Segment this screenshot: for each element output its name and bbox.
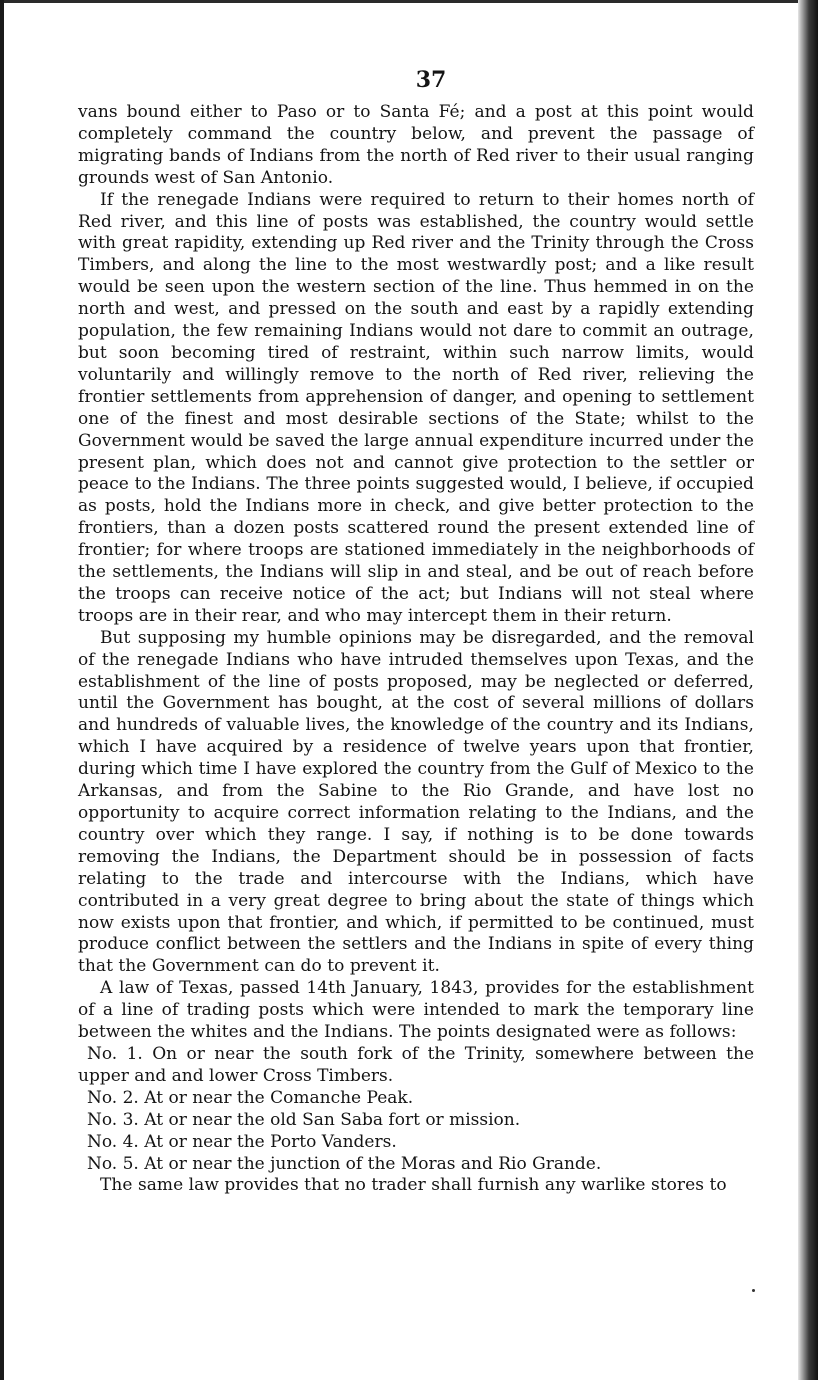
list-item: No. 4. At or near the Porto Vanders. [87, 1131, 397, 1152]
list-item: No. 5. At or near the junction of the Moras and Rio Grande. [87, 1153, 602, 1174]
paragraph-humble-opinions: But supposing my humble opinions may be disregarded, and the removal of the renegade Indians who have intruded themselves upon Texas, and the establishment of the line of posts proposed, may be neglected or deferred, until the Government has bought, at the cost of several millions of dollars and hundreds of valuable lives, the knowledge of the country and its Indians, which I have acquired by a residence of twelve years upon that frontier, during which time I have explored the country from the Gulf of Mexico to the Arkansas, and from the Sabine to the Rio Grande, and have lost no opportunity to acquire correct information relating to the Indians, and the country over which they range. I say, if nothing is to be done towards removing the Indians, the Department should be in possession of facts relating to the trade and intercourse with the Indians, which have contributed in a very great degree to bring about the state of things which now exists upon that frontier, and which, if permitted to be continued, must produce conflict between the settlers and the Indians in spite of every thing that the Government can do to prevent it. [78, 627, 754, 977]
scan-edge-right [798, 0, 818, 1380]
scan-edge-left [0, 0, 4, 1380]
paragraph-continuation: vans bound either to Paso or to Santa Fé; and a post at this point would completely command the country below, and prevent the passage of migrating bands of Indians from the north of Red river to their usual ranging grounds west of San Antonio. [78, 102, 754, 188]
list-item: No. 3. At or near the old San Saba fort or mission. [87, 1109, 521, 1130]
paragraph-same-law: The same law provides that no trader shall furnish any warlike stores to [100, 1175, 727, 1196]
trading-posts-list [78, 1044, 754, 1175]
ink-speck [752, 1289, 755, 1292]
scan-edge-top [0, 0, 818, 3]
list-item: No. 2. At or near the Comanche Peak. [87, 1087, 414, 1108]
document-page [78, 58, 754, 1197]
list-item: No. 1. On or near the south fork of the Trinity, somewhere between the upper and and lower Cross Timbers. [78, 1043, 754, 1086]
page-number: 37 [415, 67, 447, 93]
paragraph-law-of-texas: A law of Texas, passed 14th January, 1843, provides for the establishment of a line of trading posts which were intended to mark the temporary line between the whites and the Indians. The points designated were as follows: [78, 978, 754, 1043]
paragraph-renegade-indians: If the renegade Indians were required to return to their homes north of Red river, and this line of posts was established, the country would settle with great rapidity, extending up Red river and the Trinity through the Cross Timbers, and along the line to the most westwardly post; and a like result would be seen upon the western section of the line. Thus hemmed in on the north and west, and pressed on the south and east by a rapidly extending population, the few remaining Indians would not dare to commit an outrage, but soon becoming tired of restraint, within such narrow limits, would voluntarily and willingly remove to the north of Red river, relieving the frontier settlements from apprehension of danger, and opening to settlement one of the finest and most desirable sections of the State; whilst to the Government would be saved the large annual expenditure incurred under the present plan, which does not and cannot give protection to the settler or peace to the Indians. The three points suggested would, I believe, if occupied as posts, hold the Indians more in check, and give better protection to the frontiers, than a dozen posts scattered round the present extended line of frontier; for where troops are stationed immediately in the neighborhoods of the settlements, the Indians will slip in and steal, and be out of reach before the troops can receive notice of the act; but Indians will not steal where troops are in their rear, and who may intercept them in their return. [78, 189, 754, 626]
